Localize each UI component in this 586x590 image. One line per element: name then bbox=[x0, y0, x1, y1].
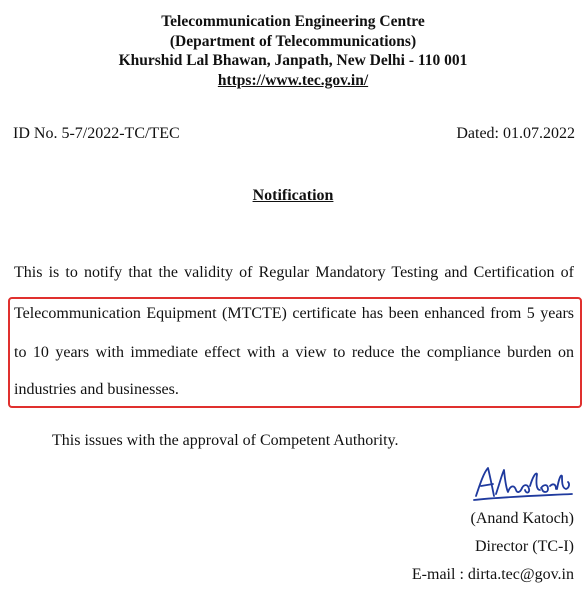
id-number: ID No. 5-7/2022-TC/TEC bbox=[13, 125, 180, 142]
department-name: (Department of Telecommunications) bbox=[169, 32, 417, 50]
notification-title: Notification bbox=[252, 187, 334, 204]
body-line-2: Telecommunication Equipment (MTCTE) certificate has been enhanced from 5 years bbox=[14, 305, 574, 322]
signature-icon bbox=[470, 462, 576, 504]
highlight-box bbox=[8, 297, 582, 408]
letterhead bbox=[0, 12, 586, 90]
signatory-email: E-mail : dirta.tec@gov.in bbox=[411, 566, 574, 583]
body-line-1: This is to notify that the validity of Regular Mandatory Testing and Certification of bbox=[14, 264, 574, 281]
body-line-4: industries and businesses. bbox=[14, 381, 179, 398]
body-line-3: to 10 years with immediate effect with a view to reduce the compliance burden on bbox=[14, 344, 574, 361]
website-link[interactable]: https://www.tec.gov.in/ bbox=[217, 71, 369, 89]
address: Khurshid Lal Bhawan, Janpath, New Delhi - 110 001 bbox=[118, 52, 468, 69]
signatory-name: (Anand Katoch) bbox=[470, 510, 574, 527]
signatory-designation: Director (TC-I) bbox=[474, 538, 574, 555]
approval-statement: This issues with the approval of Competent Authority. bbox=[52, 432, 399, 449]
organization-name: Telecommunication Engineering Centre bbox=[161, 13, 425, 30]
date: Dated: 01.07.2022 bbox=[456, 125, 575, 142]
